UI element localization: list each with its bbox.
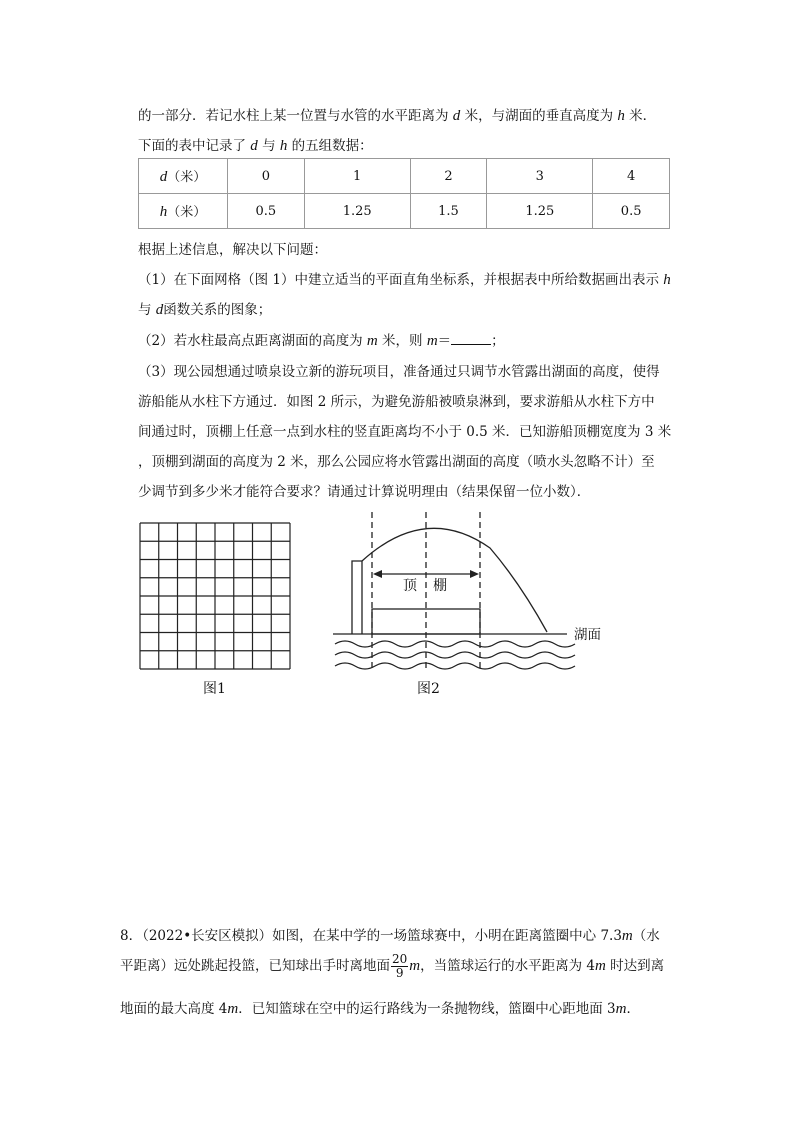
table-cell: 2 xyxy=(410,159,487,194)
problem-8-line-2 xyxy=(120,953,664,980)
wave-3 xyxy=(335,663,575,669)
arrowhead-left xyxy=(373,570,382,578)
wave-2 xyxy=(335,652,575,658)
q3-line-1: （3）现公园想通过喷泉设立新的游玩项目，准备通过只调节水管露出湖面的高度，使得 xyxy=(138,364,660,380)
table-cell: 1.25 xyxy=(304,194,410,229)
text: 的五组数据： xyxy=(287,138,373,154)
table-cell: 1 xyxy=(304,159,410,194)
q1-line-2 xyxy=(138,298,271,319)
var-h: h xyxy=(279,138,288,154)
text: 平距离）远处跳起投篮，已知球出手时离地面 xyxy=(120,958,390,974)
text: 米，则 xyxy=(377,333,427,349)
canopy-label-2: 棚 xyxy=(433,578,447,594)
text: ． xyxy=(626,1001,640,1017)
unit: （米） xyxy=(167,205,207,220)
text: 8．（2022•长安区模拟）如图，在某中学的一场篮球赛中，小明在距离篮圈中心 7.3 xyxy=(120,928,622,944)
answer-blank[interactable] xyxy=(451,330,491,345)
text: 米． xyxy=(624,108,657,124)
q3-line-5: 少调节到多少米才能符合要求？请通过计算说明理由（结果保留一位小数）． xyxy=(138,484,591,500)
fraction-numerator: 20 xyxy=(392,952,408,966)
row-header-h xyxy=(139,194,228,229)
water-pipe xyxy=(352,561,362,634)
intro-line-2 xyxy=(138,134,373,155)
fraction-20-9 xyxy=(391,953,408,980)
problem-8-line-1 xyxy=(120,924,660,945)
table-row-h xyxy=(139,194,670,229)
figure-1-grid xyxy=(138,521,294,673)
arrowhead-right xyxy=(470,570,479,578)
table-cell: 0 xyxy=(228,159,305,194)
intro-line-1 xyxy=(138,104,656,125)
text: ； xyxy=(491,333,505,349)
text: ，当篮球运行的水平距离为 4 xyxy=(420,958,596,974)
text: 函数关系的图象； xyxy=(163,302,272,318)
var-h: h xyxy=(663,272,671,288)
figure-1-label: 图1 xyxy=(203,681,226,697)
unit-m: m xyxy=(621,928,633,944)
q3-line-3: 间通过时，顶棚上任意一点到水柱的竖直距离均不小于 0.5 米．已知游船顶棚宽度为 3 米 xyxy=(138,424,672,440)
table-row-d xyxy=(139,159,670,194)
unit-m: m xyxy=(615,1001,627,1017)
lake-label: 湖面 xyxy=(574,627,601,643)
q1-line-1 xyxy=(138,268,671,289)
row-header-d xyxy=(139,159,228,194)
table-cell: 4 xyxy=(593,159,670,194)
text: 与 xyxy=(257,138,280,154)
fraction-denominator: 9 xyxy=(395,966,404,980)
unit: （米） xyxy=(167,170,207,185)
problem-8-line-3 xyxy=(120,997,640,1018)
text: （2）若水柱最高点距离湖面的高度为 xyxy=(138,333,367,349)
table-cell: 1.25 xyxy=(487,194,593,229)
text: 时达到离 xyxy=(605,958,665,974)
var: d xyxy=(159,169,168,185)
water-jet-parabola xyxy=(362,528,547,632)
unit-m: m xyxy=(595,958,606,974)
var-d: d xyxy=(155,302,164,318)
q3-line-4: ，顶棚到湖面的高度为 2 米，那么公园应将水管露出湖面的高度（喷水头忽略不计）至 xyxy=(138,454,655,470)
figure-2-diagram xyxy=(325,508,615,673)
text: 与 xyxy=(138,302,156,318)
var-m: m xyxy=(426,333,438,349)
var-m: m xyxy=(366,333,378,349)
canopy-label-1: 顶 xyxy=(403,578,417,594)
unit-m: m xyxy=(227,1001,239,1017)
table-cell: 1.5 xyxy=(410,194,487,229)
unit-m: m xyxy=(409,958,421,974)
table-cell: 0.5 xyxy=(228,194,305,229)
text: 米，与湖面的垂直高度为 xyxy=(460,108,618,124)
var-h: h xyxy=(617,108,625,124)
text: （水 xyxy=(632,928,660,944)
q2-line xyxy=(138,329,505,350)
questions-lead: 根据上述信息，解决以下问题： xyxy=(138,242,327,258)
q3-line-2: 游船能从水柱下方通过．如图 2 所示，为避免游船被喷泉淋到，要求游船从水柱下方中 xyxy=(138,394,655,410)
text: ．已知篮球在空中的运行路线为一条抛物线，篮圈中心距地面 3 xyxy=(238,1001,616,1017)
text: 的一部分．若记水柱上某一位置与水管的水平距离为 xyxy=(138,108,453,124)
text: ＝ xyxy=(437,333,452,349)
wave-1 xyxy=(335,641,575,647)
text: 地面的最大高度 4 xyxy=(120,1001,228,1017)
table-cell: 0.5 xyxy=(593,194,670,229)
text: 下面的表中记录了 xyxy=(138,138,251,154)
var-d: d xyxy=(250,138,258,154)
text: （1）在下面网格（图 1）中建立适当的平面直角坐标系，并根据表中所给数据画出表示 xyxy=(138,272,664,288)
figure-2-label: 图2 xyxy=(417,681,440,697)
var-d: d xyxy=(452,108,461,124)
var: h xyxy=(159,204,168,220)
data-table xyxy=(138,158,670,229)
table-cell: 3 xyxy=(487,159,593,194)
